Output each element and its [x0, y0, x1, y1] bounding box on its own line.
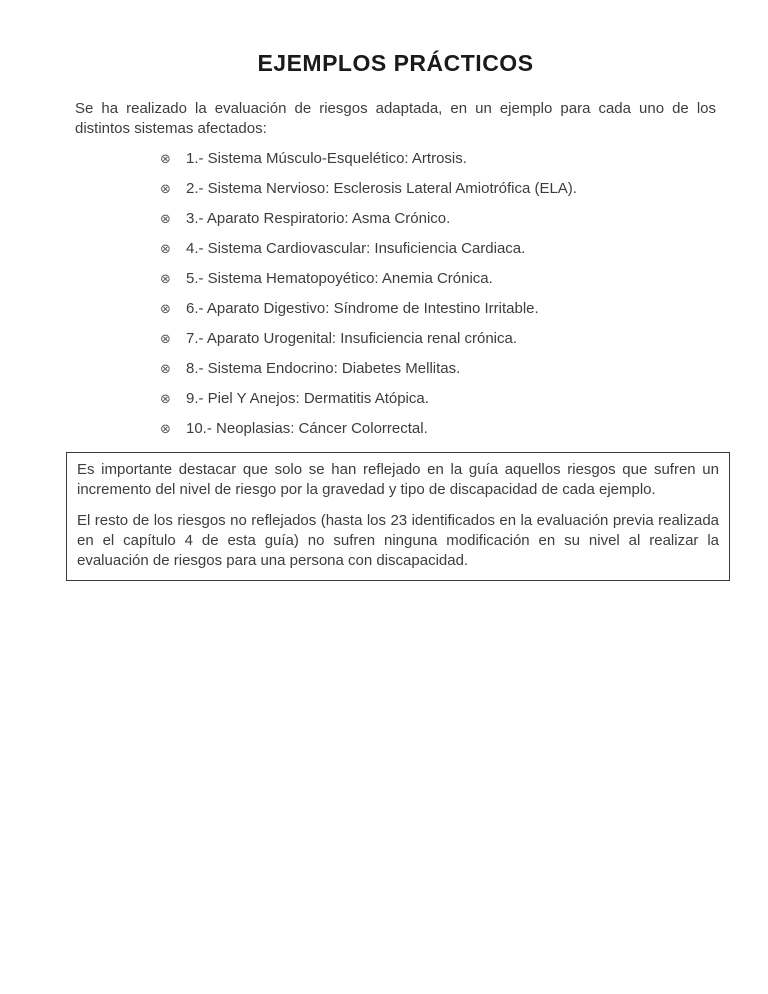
list-item-text: 7.- Aparato Urogenital: Insuficiencia renal crónica. [186, 330, 518, 347]
list-item [75, 421, 716, 438]
examples-list [75, 151, 716, 438]
circled-x-bullet-icon: ⊗ [160, 332, 171, 347]
circled-x-bullet-icon: ⊗ [160, 272, 171, 287]
page-title: EJEMPLOS PRÁCTICOS [257, 50, 534, 76]
circled-x-bullet-icon: ⊗ [160, 152, 171, 167]
circled-x-bullet-icon: ⊗ [160, 302, 171, 317]
circled-x-bullet-icon: ⊗ [160, 182, 171, 197]
list-item [75, 271, 716, 288]
list-item-text: 2.- Sistema Nervioso: Esclerosis Lateral Amiotrófica (ELA). [186, 180, 577, 197]
list-item-text: 5.- Sistema Hematopoyético: Anemia Crónica. [186, 270, 493, 287]
list-item-text: 1.- Sistema Músculo-Esquelético: Artrosis. [186, 150, 467, 167]
note-box [66, 452, 730, 581]
list-item-text: 6.- Aparato Digestivo: Síndrome de Intestino Irritable. [186, 300, 539, 317]
list-item [75, 361, 716, 378]
list-item [75, 151, 716, 168]
circled-x-bullet-icon: ⊗ [160, 212, 171, 227]
list-item-text: 8.- Sistema Endocrino: Diabetes Mellitas. [186, 360, 461, 377]
list-item [75, 181, 716, 198]
list-item [75, 391, 716, 408]
list-item-text: 9.- Piel Y Anejos: Dermatitis Atópica. [186, 390, 429, 407]
note-paragraph-2: El resto de los riesgos no reflejados (hasta los 23 identificados en la evaluación previa realizada en el capítulo 4 de esta guía) no sufren ninguna modificación en su nivel al realizar la evaluación de riesgos para una persona con discapacidad. [77, 512, 719, 569]
circled-x-bullet-icon: ⊗ [160, 362, 171, 377]
list-item [75, 211, 716, 228]
list-item-text: 3.- Aparato Respiratorio: Asma Crónico. [186, 210, 451, 227]
note-paragraph-1: Es importante destacar que solo se han reflejado en la guía aquellos riesgos que sufren un incremento del nivel de riesgo por la gravedad y tipo de discapacidad de cada ejemplo. [77, 461, 719, 498]
circled-x-bullet-icon: ⊗ [160, 422, 171, 437]
list-item-text: 10.- Neoplasias: Cáncer Colorrectal. [186, 420, 428, 437]
circled-x-bullet-icon: ⊗ [160, 392, 171, 407]
circled-x-bullet-icon: ⊗ [160, 242, 171, 257]
list-item [75, 241, 716, 258]
list-item [75, 301, 716, 318]
list-item-text: 4.- Sistema Cardiovascular: Insuficiencia Cardiaca. [186, 240, 526, 257]
list-item [75, 331, 716, 348]
intro-paragraph: Se ha realizado la evaluación de riesgos adaptada, en un ejemplo para cada uno de los distintos sistemas afectados: [75, 100, 716, 137]
